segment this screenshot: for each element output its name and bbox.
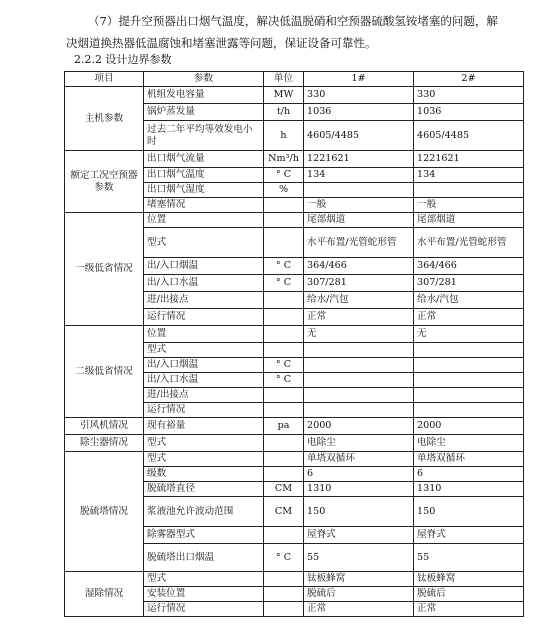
- section-heading: 2.2.2 设计边界参数: [74, 53, 172, 66]
- parameter-cell: 出口烟气温度: [144, 168, 264, 183]
- unit-cell: h: [264, 121, 304, 151]
- table-row: [65, 151, 524, 168]
- group-label-cell: 主机参数: [65, 87, 144, 151]
- value-cell-1: 6: [304, 467, 414, 482]
- unit-cell: [264, 228, 304, 258]
- value-cell-2: 正常: [414, 309, 524, 326]
- value-cell-1: 正常: [304, 602, 414, 617]
- unit-cell: ° C: [264, 258, 304, 275]
- value-cell-1: [304, 183, 414, 198]
- value-cell-2: [414, 403, 524, 418]
- value-cell-2: 正常: [414, 602, 524, 617]
- value-cell-1: 尾部烟道: [304, 213, 414, 228]
- value-cell-1: 钛板蜂窝: [304, 572, 414, 587]
- value-cell-1: 无: [304, 326, 414, 343]
- value-cell-1: [304, 343, 414, 358]
- parameter-cell: 出/入口烟温: [144, 358, 264, 373]
- unit-cell: [264, 435, 304, 452]
- group-label-cell: 一级低省情况: [65, 213, 144, 326]
- value-cell-1: 电除尘: [304, 435, 414, 452]
- table-body: [65, 72, 524, 617]
- value-cell-2: 一般: [414, 198, 524, 213]
- parameter-cell: 型式: [144, 435, 264, 452]
- value-cell-2: 无: [414, 326, 524, 343]
- unit-cell: CM: [264, 497, 304, 527]
- parameter-cell: 型式: [144, 452, 264, 467]
- unit-cell: [264, 467, 304, 482]
- table-row: [65, 572, 524, 587]
- value-cell-2: 307/281: [414, 275, 524, 292]
- parameter-cell: 进/出接点: [144, 292, 264, 309]
- unit-cell: ° C: [264, 373, 304, 388]
- parameter-cell: 现有裕量: [144, 418, 264, 435]
- parameter-cell: 除雾器型式: [144, 527, 264, 544]
- table-row: [65, 418, 524, 435]
- value-cell-2: 脱硫后: [414, 587, 524, 602]
- unit-cell: MW: [264, 87, 304, 104]
- parameter-cell: 浆液池允许波动范围: [144, 497, 264, 527]
- intro-paragraph: （7）提升空预器出口烟气温度，解决低温脱硝和空预器硫酸氢铵堵塞的问题，解决烟道换热器低温腐蚀和堵塞泄露等问题，保证设备可靠性。: [66, 14, 498, 50]
- value-cell-1: 150: [304, 497, 414, 527]
- value-cell-2: 电除尘: [414, 435, 524, 452]
- parameter-cell: 出/入口烟温: [144, 258, 264, 275]
- value-cell-2: 150: [414, 497, 524, 527]
- value-cell-2: 单塔双循环: [414, 452, 524, 467]
- value-cell-1: 307/281: [304, 275, 414, 292]
- table-row: [65, 87, 524, 104]
- value-cell-2: 尾部烟道: [414, 213, 524, 228]
- unit-cell: [264, 292, 304, 309]
- parameter-cell: 机组发电容量: [144, 87, 264, 104]
- value-cell-1: 134: [304, 168, 414, 183]
- unit-cell: [264, 198, 304, 213]
- parameter-cell: 脱硫塔出口烟温: [144, 544, 264, 572]
- value-cell-2: [414, 358, 524, 373]
- value-cell-1: 脱硫后: [304, 587, 414, 602]
- value-cell-2: 4605/4485: [414, 121, 524, 151]
- value-cell-1: 1036: [304, 104, 414, 121]
- unit-cell: [264, 326, 304, 343]
- table-header-row: [65, 72, 524, 87]
- value-cell-2: 水平布置/光管蛇形管: [414, 228, 524, 258]
- parameter-cell: 出口烟气湿度: [144, 183, 264, 198]
- value-cell-1: [304, 373, 414, 388]
- value-cell-2: [414, 343, 524, 358]
- value-cell-1: 4605/4485: [304, 121, 414, 151]
- unit-cell: t/h: [264, 104, 304, 121]
- value-cell-2: [414, 373, 524, 388]
- unit-cell: [264, 343, 304, 358]
- value-cell-2: [414, 183, 524, 198]
- parameter-cell: 运行情况: [144, 309, 264, 326]
- value-cell-2: 给水/汽包: [414, 292, 524, 309]
- header-cell-parameter: 参数: [144, 72, 264, 87]
- parameter-cell: 脱硫塔直径: [144, 482, 264, 497]
- parameter-cell: 过去二年平均等效发电小时: [144, 121, 264, 151]
- parameter-cell: 堵塞情况: [144, 198, 264, 213]
- header-cell-unit-1: 1#: [304, 72, 414, 87]
- value-cell-2: 134: [414, 168, 524, 183]
- table-row: [65, 452, 524, 467]
- parameter-cell: 级数: [144, 467, 264, 482]
- parameter-cell: 型式: [144, 228, 264, 258]
- parameter-cell: 出/入口水温: [144, 275, 264, 292]
- table-row: [65, 213, 524, 228]
- parameter-cell: 出口烟气流量: [144, 151, 264, 168]
- value-cell-1: 屋脊式: [304, 527, 414, 544]
- header-cell-unit-2: 2#: [414, 72, 524, 87]
- parameter-cell: 出/入口水温: [144, 373, 264, 388]
- unit-cell: [264, 309, 304, 326]
- value-cell-1: 水平布置/光管蛇形管: [304, 228, 414, 258]
- value-cell-2: 364/466: [414, 258, 524, 275]
- value-cell-2: 2000: [414, 418, 524, 435]
- parameter-cell: 锅炉蒸发量: [144, 104, 264, 121]
- table-row: [65, 326, 524, 343]
- value-cell-1: [304, 403, 414, 418]
- unit-cell: [264, 403, 304, 418]
- value-cell-1: 单塔双循环: [304, 452, 414, 467]
- value-cell-1: 2000: [304, 418, 414, 435]
- value-cell-1: 一般: [304, 198, 414, 213]
- value-cell-2: 6: [414, 467, 524, 482]
- group-label-cell: 二级低省情况: [65, 326, 144, 418]
- unit-cell: [264, 388, 304, 403]
- value-cell-1: [304, 388, 414, 403]
- unit-cell: [264, 527, 304, 544]
- unit-cell: pa: [264, 418, 304, 435]
- parameter-cell: 型式: [144, 572, 264, 587]
- value-cell-1: 1221621: [304, 151, 414, 168]
- value-cell-1: 330: [304, 87, 414, 104]
- value-cell-2: 1036: [414, 104, 524, 121]
- group-label-cell: 除尘器情况: [65, 435, 144, 452]
- value-cell-2: [414, 388, 524, 403]
- header-cell-item: 项目: [65, 72, 144, 87]
- value-cell-1: 正常: [304, 309, 414, 326]
- parameter-cell: 安装位置: [144, 587, 264, 602]
- parameter-cell: 运行情况: [144, 403, 264, 418]
- value-cell-2: 1310: [414, 482, 524, 497]
- parameter-cell: 进/出接点: [144, 388, 264, 403]
- parameter-cell: 位置: [144, 326, 264, 343]
- value-cell-2: 1221621: [414, 151, 524, 168]
- group-label-cell: 湿除情况: [65, 572, 144, 617]
- unit-cell: [264, 452, 304, 467]
- unit-cell: ° C: [264, 168, 304, 183]
- unit-cell: %: [264, 183, 304, 198]
- design-boundary-parameters-table: [64, 71, 524, 617]
- unit-cell: [264, 587, 304, 602]
- value-cell-1: 364/466: [304, 258, 414, 275]
- header-cell-unit: 单位: [264, 72, 304, 87]
- value-cell-1: [304, 358, 414, 373]
- unit-cell: ° C: [264, 544, 304, 572]
- value-cell-1: 1310: [304, 482, 414, 497]
- parameter-cell: 运行情况: [144, 602, 264, 617]
- unit-cell: Nm³/h: [264, 151, 304, 168]
- value-cell-2: 钛板蜂窝: [414, 572, 524, 587]
- unit-cell: ° C: [264, 358, 304, 373]
- unit-cell: [264, 602, 304, 617]
- unit-cell: ° C: [264, 275, 304, 292]
- group-label-cell: 引风机情况: [65, 418, 144, 435]
- value-cell-2: 330: [414, 87, 524, 104]
- table-row: [65, 435, 524, 452]
- value-cell-1: 给水/汽包: [304, 292, 414, 309]
- value-cell-2: 屋脊式: [414, 527, 524, 544]
- unit-cell: CM: [264, 482, 304, 497]
- group-label-cell: 脱硫塔情况: [65, 452, 144, 572]
- group-label-cell: 额定工况空预器参数: [65, 151, 144, 213]
- value-cell-2: 55: [414, 544, 524, 572]
- value-cell-1: 55: [304, 544, 414, 572]
- unit-cell: [264, 213, 304, 228]
- unit-cell: [264, 572, 304, 587]
- parameter-cell: 型式: [144, 343, 264, 358]
- parameter-cell: 位置: [144, 213, 264, 228]
